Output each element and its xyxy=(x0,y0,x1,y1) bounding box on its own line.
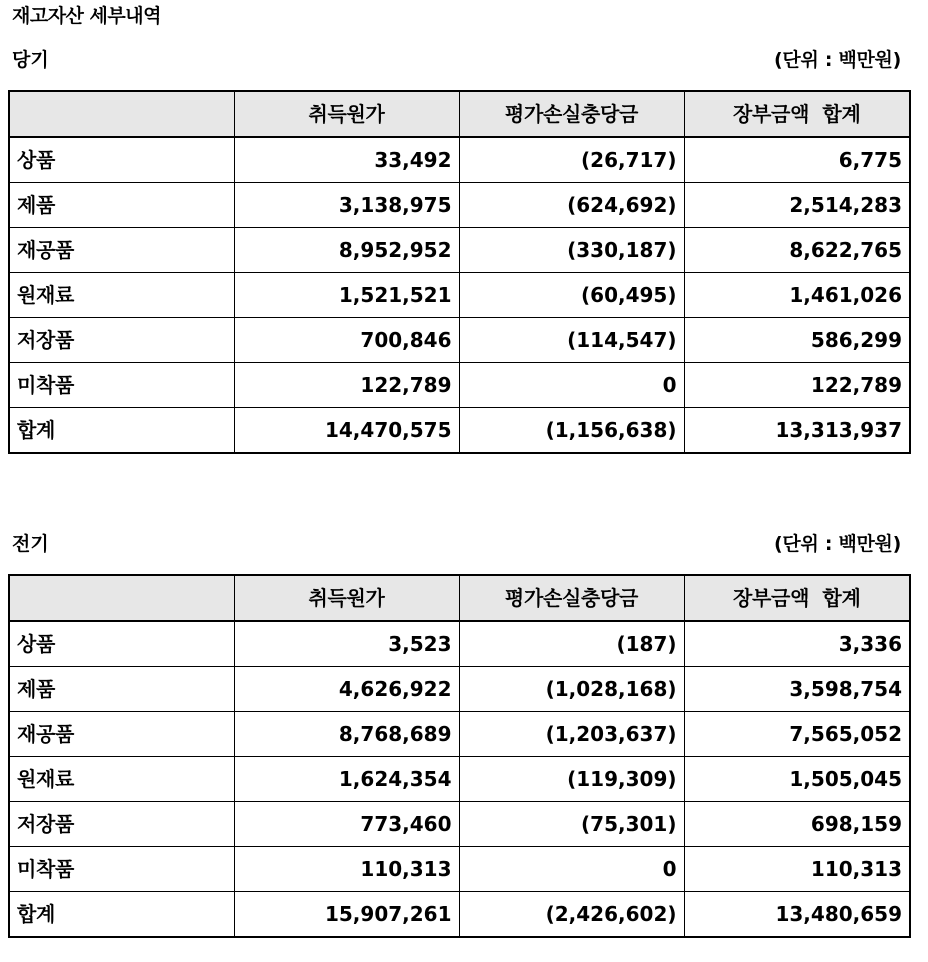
header-acquisition-cost: 취득원가 xyxy=(234,575,459,621)
row-label: 합계 xyxy=(9,892,234,938)
table-row xyxy=(9,621,910,667)
allowance-cell: 0 xyxy=(459,363,684,408)
cost-cell: 3,523 xyxy=(234,621,459,667)
header-acquisition-cost: 취득원가 xyxy=(234,91,459,137)
table-row xyxy=(9,363,910,408)
row-label: 원재료 xyxy=(9,273,234,318)
book-cell: 13,313,937 xyxy=(684,408,910,454)
allowance-cell: (187) xyxy=(459,621,684,667)
inventory-table-current xyxy=(8,90,911,454)
cost-cell: 122,789 xyxy=(234,363,459,408)
section-header xyxy=(0,46,928,76)
allowance-cell: (1,028,168) xyxy=(459,667,684,712)
table-row xyxy=(9,273,910,318)
document-title: 재고자산 세부내역 xyxy=(12,5,161,27)
allowance-cell: (114,547) xyxy=(459,318,684,363)
cost-cell: 110,313 xyxy=(234,847,459,892)
cost-cell: 8,768,689 xyxy=(234,712,459,757)
cost-cell: 8,952,952 xyxy=(234,228,459,273)
allowance-cell: (1,156,638) xyxy=(459,408,684,454)
book-cell: 6,775 xyxy=(684,137,910,183)
allowance-cell: (119,309) xyxy=(459,757,684,802)
header-row xyxy=(9,575,910,621)
period-title: 전기 xyxy=(12,533,49,555)
header-blank xyxy=(9,91,234,137)
total-row xyxy=(9,892,910,938)
book-cell: 698,159 xyxy=(684,802,910,847)
book-cell: 1,461,026 xyxy=(684,273,910,318)
row-label: 재공품 xyxy=(9,712,234,757)
book-cell: 3,598,754 xyxy=(684,667,910,712)
row-label: 제품 xyxy=(9,667,234,712)
book-cell: 110,313 xyxy=(684,847,910,892)
inventory-table-prior xyxy=(8,574,911,938)
header-book-value: 장부금액 합계 xyxy=(684,575,910,621)
table-row xyxy=(9,183,910,228)
allowance-cell: (60,495) xyxy=(459,273,684,318)
header-valuation-allowance: 평가손실충당금 xyxy=(459,575,684,621)
table-row xyxy=(9,137,910,183)
header-book-value: 장부금액 합계 xyxy=(684,91,910,137)
row-label: 재공품 xyxy=(9,228,234,273)
cost-cell: 1,624,354 xyxy=(234,757,459,802)
table-row xyxy=(9,667,910,712)
book-cell: 3,336 xyxy=(684,621,910,667)
row-label: 미착품 xyxy=(9,363,234,408)
unit-label: (단위 : 백만원) xyxy=(774,533,901,555)
cost-cell: 15,907,261 xyxy=(234,892,459,938)
cost-cell: 4,626,922 xyxy=(234,667,459,712)
row-label: 상품 xyxy=(9,621,234,667)
cost-cell: 14,470,575 xyxy=(234,408,459,454)
header-blank xyxy=(9,575,234,621)
table-row xyxy=(9,228,910,273)
book-cell: 122,789 xyxy=(684,363,910,408)
unit-label: (단위 : 백만원) xyxy=(774,49,901,71)
cost-cell: 33,492 xyxy=(234,137,459,183)
book-cell: 2,514,283 xyxy=(684,183,910,228)
table-row xyxy=(9,712,910,757)
prior-period-section xyxy=(0,530,928,926)
row-label: 저장품 xyxy=(9,802,234,847)
current-period-section xyxy=(0,46,928,442)
allowance-cell: (330,187) xyxy=(459,228,684,273)
row-label: 상품 xyxy=(9,137,234,183)
allowance-cell: (2,426,602) xyxy=(459,892,684,938)
cost-cell: 3,138,975 xyxy=(234,183,459,228)
book-cell: 8,622,765 xyxy=(684,228,910,273)
book-cell: 586,299 xyxy=(684,318,910,363)
header-valuation-allowance: 평가손실충당금 xyxy=(459,91,684,137)
row-label: 저장품 xyxy=(9,318,234,363)
allowance-cell: 0 xyxy=(459,847,684,892)
row-label: 원재료 xyxy=(9,757,234,802)
allowance-cell: (26,717) xyxy=(459,137,684,183)
allowance-cell: (75,301) xyxy=(459,802,684,847)
table-row xyxy=(9,847,910,892)
book-cell: 7,565,052 xyxy=(684,712,910,757)
table-row xyxy=(9,802,910,847)
allowance-cell: (624,692) xyxy=(459,183,684,228)
cost-cell: 1,521,521 xyxy=(234,273,459,318)
total-row xyxy=(9,408,910,454)
allowance-cell: (1,203,637) xyxy=(459,712,684,757)
cost-cell: 773,460 xyxy=(234,802,459,847)
book-cell: 13,480,659 xyxy=(684,892,910,938)
table-row xyxy=(9,757,910,802)
cost-cell: 700,846 xyxy=(234,318,459,363)
table-row xyxy=(9,318,910,363)
header-row xyxy=(9,91,910,137)
section-header xyxy=(0,530,928,560)
row-label: 제품 xyxy=(9,183,234,228)
row-label: 합계 xyxy=(9,408,234,454)
period-title: 당기 xyxy=(12,49,49,71)
row-label: 미착품 xyxy=(9,847,234,892)
book-cell: 1,505,045 xyxy=(684,757,910,802)
